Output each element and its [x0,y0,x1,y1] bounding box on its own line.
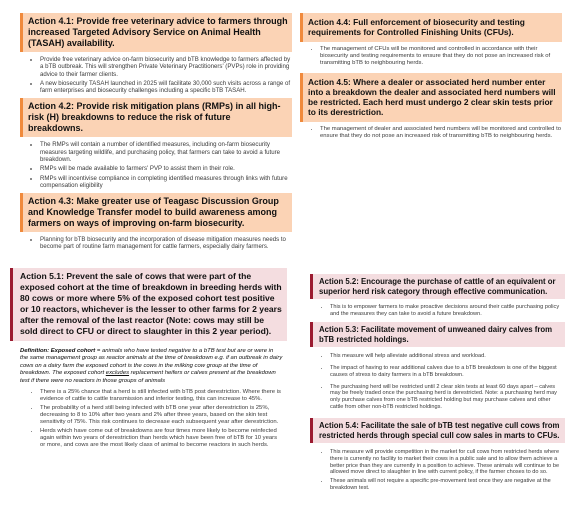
action-5-1-bullets [28,389,283,450]
definition-excludes: excludes [105,370,130,377]
panel-action-5-1 [10,268,287,452]
list-item: • This measure will help alleviate additional stress and workload. [330,353,565,360]
list-item: • RMPs will incentivise compliance in completing identified measures through links with future compensation eligibility [40,175,292,190]
action-5-1-heading: Action 5.1: Prevent the sale of cows that were part of the exposed cohort at the time of breakdown in breeding herds with 80 cows or more where 5% of the exposed cohort test positive or 10 reactors, whichever is the lesser to other farms for 2 years after the removal of the last reactor (Note: cows may still be sold direct to CFU or direct to slaughter in this 2 year period). [10,268,287,341]
action-4-2-bullets [28,141,292,189]
action-4-1-heading: Action 4.1: Provide free veterinary advice to farmers through increased Targeted Advisory Service on Animal Health (TASAH) availability. [20,13,292,52]
list-item: • The management of dealer and associated herd numbers will be monitored and controlled to ensure that they do not pose an increased risk of transmitting bTB to neighbouring herds. [320,126,562,140]
list-item: • There is a 25% chance that a herd is still infected with bTB post derestriction. Where there is evidence of cattle to cattle transmission and inferior testing, this can increase to 45%. [40,389,283,403]
definition-text: = animals who have tested negative to a bTB test but are or were in the same management group as reactor animals at the time of breakdown e.g. if an outbreak in dairy cows on a dairy farm the exposed cohort is the cows in the milking cow group at the time of breakdown. The exposed cohort [20,348,283,377]
definition-label: Definition: Exposed cohort [20,348,96,354]
list-item: • Planning for bTB biosecurity and the incorporation of disease mitigation measures needs to become part of routine farm management for cattle farmers, especially dairy farmers. [40,236,292,251]
action-4-4-bullets [308,46,562,67]
action-5-3-heading: Action 5.3: Facilitate movement of unweaned dairy calves from bTB restricted holdings. [310,322,565,347]
list-item: • Provide free veterinary advice on-farm biosecurity and bTB knowledge to farmers affected by a bTB outbreak. This will strengthen Private Veterinary Practitioners' (PVPs) role in providing advice to their farmer clients. [40,56,292,78]
list-item: • The RMPs will contain a number of identified measures, including on-farm biosecurity measures targeting wildlife, and purchasing policy, that farmers can take to avoid a future breakdown. [40,141,292,163]
action-5-4-bullets [318,449,565,491]
action-5-2-bullets [318,304,565,317]
action-5-2-heading: Action 5.2: Encourage the purchase of cattle of an equivalent or superior herd risk category through effective communication. [310,274,565,299]
panel-actions-4-left [20,13,292,253]
list-item: • This is to empower farmers to make proactive decisions around their cattle purchasing policy and the measures they can take to avoid a future breakdown. [330,304,565,317]
action-4-3-heading: Action 4.3: Make greater use of Teagasc Discussion Group and Knowledge Transfer model to build awareness among farmers on ways of improving on-farm biosecurity. [20,193,292,232]
list-item: • This measure will provide competition in the market for cull cows from restricted herds where there is currently no facility to market their cows in a public sale and to allow them achieve a better price than they are currently in a position to achieve. These animals will continue to be allowed move direct to slaughter in line with current policy, if the farmer choses to do so. [330,449,565,476]
action-4-1-bullets [28,56,292,95]
list-item: • The purchasing herd will be restricted until 2 clear skin tests at least 60 days apart – calves may be freely traded once the purchasing herd is derestricted. Note: a purchasing herd may only purchase calves from one bTB restricted holding but may purchase calves and other cattle from other non-bTB restricted holdings. [330,384,565,411]
list-item: • A new biosecurity TASAH launched in 2025 will facilitate 30,000 such visits across a range of farm enterprises and biosecurity challenges including a specific bTB TASAH. [40,80,292,95]
definition-tail: replacement heifers or calves present at the breakdown test if there were no reactors in those groups of animals [20,370,276,384]
action-4-4-heading: Action 4.4: Full enforcement of biosecurity and testing requirements for Controlled Finishing Units (CFUs). [300,13,562,42]
action-4-5-bullets [308,126,562,140]
list-item: • The impact of having to rear additional calves due to a bTB breakdown is one of the biggest causes of stress to dairy farmers in a bTB breakdown. [330,365,565,378]
action-4-3-bullets [28,236,292,251]
action-5-4-heading: Action 5.4: Facilitate the sale of bTB test negative cull cows from restricted herds through special cull cow sales in marts to CFUs. [310,418,565,443]
list-item: • RMPs will be made available to farmers' PVP to assist them in their role. [40,165,292,172]
action-4-2-heading: Action 4.2: Provide risk mitigation plans (RMPs) in all high-risk (H) breakdowns to reduce the risk of future breakdowns. [20,98,292,137]
panel-actions-4-right [300,13,562,142]
list-item: • These animals will not require a specific pre-movement test once they are negative at the breakdown test. [330,478,565,491]
exposed-cohort-definition [20,348,283,385]
list-item: • Herds which have come out of breakdowns are four times more likely to become reinfected again within two years of derestriction than herds which have been free of bTB for 10 years or more, and cows are the most likely class of animal to become reactors in such herds. [40,428,283,449]
list-item: • The probability of a herd still being infected with bTB one year after derestriction is 25%, decreasing to 8 to 10% after two years and 2% after three years, based on the skin test sensitivity of 75%. This risk continues to decrease each subsequent year after derestriction. [40,405,283,426]
list-item: • The management of CFUs will be monitored and controlled in accordance with their biosecurity and testing requirements to ensure that they do not pose an increased risk of transmitting bTB to neighbouring herds. [320,46,562,67]
action-5-3-bullets [318,353,565,410]
action-4-5-heading: Action 4.5: Where a dealer or associated herd number enter into a breakdown the dealer and associated herd numbers will be restricted. Each herd must undergo 2 clear skin tests prior to its derestriction. [300,73,562,122]
panel-actions-5-right [310,274,565,494]
